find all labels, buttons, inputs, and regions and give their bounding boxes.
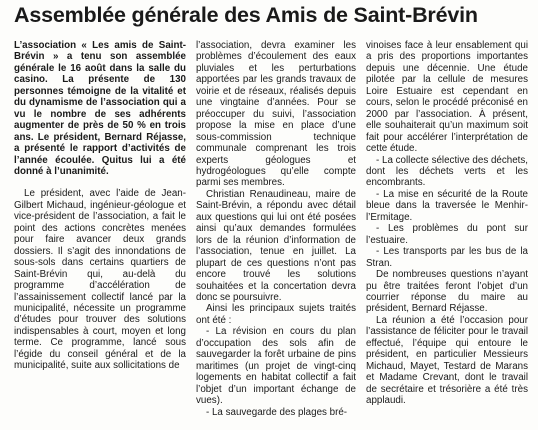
body-paragraph: vinoises face à leur ensablement qui a pris des proportions importantes depuis une décennie. Une étude pilotée par la cellule de mesures Loire Estuaire est cependant en cours, selon le procédé préconisé en 2000 par l’association. À présent, elle souhaiterait qu’un maximum soit fait pour accélérer l’interprétation de cette étude. bbox=[366, 40, 528, 155]
column-3 bbox=[366, 40, 528, 407]
body-paragraph: Ainsi les principaux sujets traités ont été : bbox=[196, 303, 356, 326]
list-item: - Les problèmes du pont sur l’estuaire. bbox=[366, 223, 528, 246]
article-title: Assemblée générale des Amis de Saint-Brévin bbox=[14, 3, 478, 27]
list-item: - La sauvegarde des plages bré- bbox=[206, 406, 348, 418]
body-paragraph: l’association, devra examiner les problèmes d’écoulement des eaux pluviales et les perturbations apportées par les grands travaux de voirie et de réseaux, réalisés depuis une vingtaine d’années. Pour se préoccuper du suivi, l’association propose la mise en place d’une sous-commission technique communale comprenant les trois experts géologues et hydrogéologues qu’elle compte parmi ses membres. bbox=[196, 40, 356, 189]
body-paragraph: Le président, avec l’aide de Jean-Gilbert Michaud, ingénieur-géologue et vice-président de l’association, a fait le point des actions concrètes menées pour faire avancer deux grands dossiers. Il s’agit des innondations de sous-sols dans certains quartiers de Saint-Brévin qui, au-delà du programme d’accélération de l’assainissement collectif lancé par la municipalité, nécessite un programme d’études pour trouver des solutions indispensables à court, moyen et long terme. Ce programme, lancé sous l’égide du conseil général et de la municipalité, suite aux sollicitations de bbox=[14, 188, 186, 372]
body-paragraph: Christian Renaudineau, maire de Saint-Brévin, a répondu avec détail aux questions qui lui ont été posées ainsi qu’aux demandes formulées lors de la réunion d’information de l’association, tenue en juillet. La plupart de ces questions n’ont pas encore trouvé les solutions souhaitées et la concertation devra donc se poursuivre. bbox=[196, 188, 356, 303]
list-item: - Les transports par les bus de la Stran. bbox=[366, 246, 528, 269]
body-paragraph: De nombreuses questions n’ayant pu être traitées feront l’objet d’un courrier réponse du maire au président, Bernard Réjasse. bbox=[366, 269, 528, 315]
list-item: - La collecte sélective des déchets, dont les déchets verts et les encombrants. bbox=[366, 154, 528, 189]
paragraph-gap bbox=[14, 177, 186, 188]
lead-paragraph: L’association « Les amis de Saint-Brévin » a tenu son assemblée générale le 16 août dans la salle du casino. La présente de 130 personnes témoigne de la vitalité et du dynamisme de l’association qui a vu le nombre de ses adhérents augmenter de près de 50 % en trois ans. Le président, Bernard Réjasse, a présenté le rapport d’activités de l’année écoulée. Quitus lui a été donné à l’unanimité. bbox=[14, 40, 186, 177]
list-item: - La mise en sécurité de la Route bleue dans la traversée le Menhir-l’Ermitage. bbox=[366, 188, 528, 223]
column-1 bbox=[14, 40, 186, 372]
list-item: - La révision en cours du plan d’occupation des sols afin de sauvegarder la forêt urbaine de pins maritimes (un projet de vingt-cinq logements en habitat collectif a fait l’objet d’un important échange de vues). bbox=[196, 326, 356, 407]
column-2 bbox=[196, 40, 356, 418]
body-paragraph: La réunion a été l’occasion pour l’assistance de féliciter pour le travail effectué, l’équipe qui entoure le président, en particulier Messieurs Michaud, Mayet, Testard de Marans et Madame Crevant, dont le travail de secrétaire et trésorière a été très applaudi. bbox=[366, 314, 528, 407]
